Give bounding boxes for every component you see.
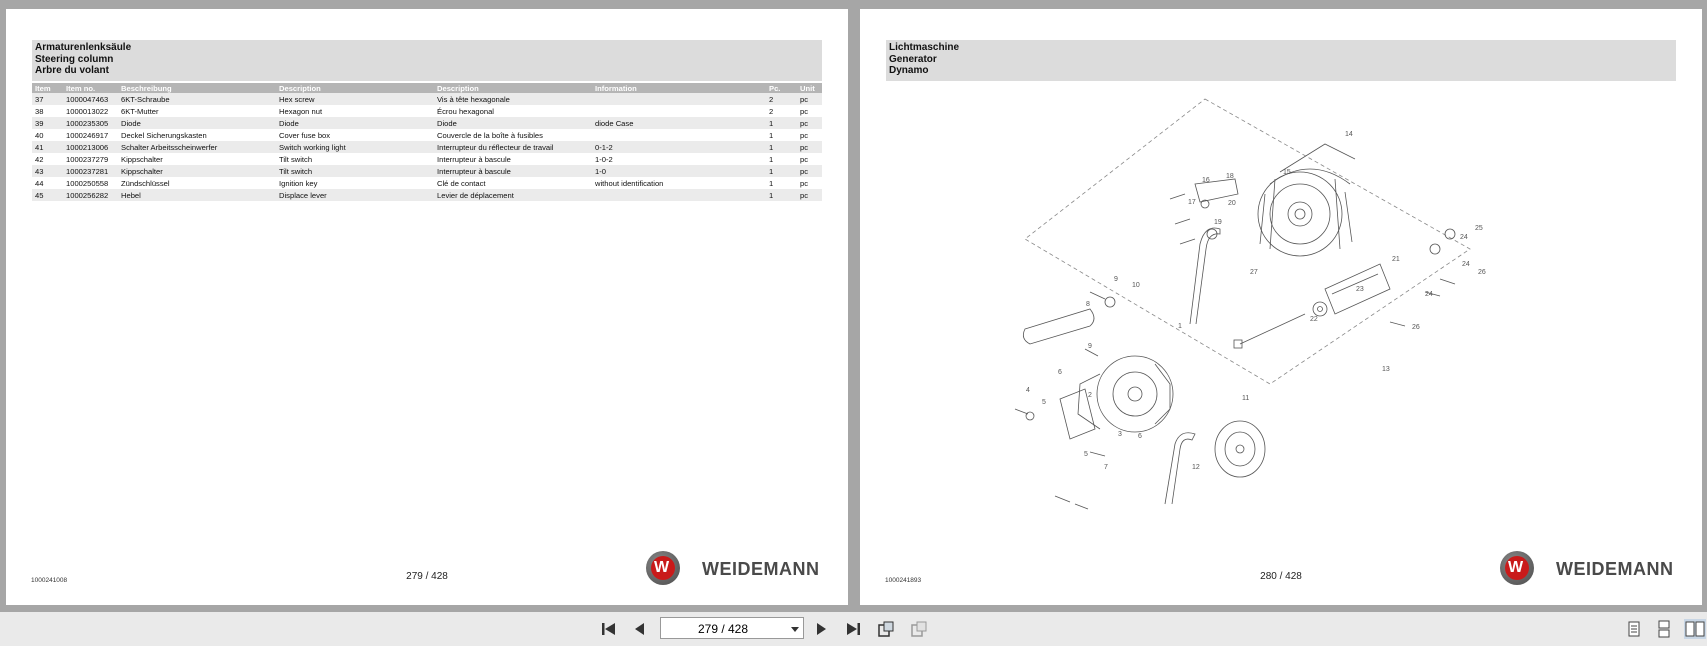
table-cell: Hebel <box>118 189 276 201</box>
part-callout: 11 <box>1242 395 1250 402</box>
table-cell: 1000237281 <box>63 165 118 177</box>
table-cell: pc <box>800 154 809 164</box>
table-cell <box>592 189 766 201</box>
table-cell: 43 <box>32 165 63 177</box>
page-number: 280 / 428 <box>1260 571 1302 582</box>
table-row <box>32 129 822 141</box>
table-cell: pc <box>800 130 809 140</box>
column-header: Pc. <box>766 83 797 93</box>
table-cell: pc <box>797 117 822 129</box>
table-cell: Schalter Arbeitsscheinwerfer <box>118 141 276 153</box>
document-number: 1000241893 <box>885 577 922 584</box>
part-callout: 6 <box>1138 433 1142 440</box>
part-callout: 27 <box>1250 269 1258 276</box>
table-cell: 6KT-Mutter <box>121 106 159 116</box>
table-cell: Zündschlüssel <box>121 178 170 188</box>
table-cell: Displace lever <box>276 189 434 201</box>
part-callout: 24 <box>1460 234 1468 241</box>
table-cell: 42 <box>35 154 44 164</box>
table-cell: 44 <box>35 178 44 188</box>
page-number-field[interactable] <box>660 617 804 639</box>
column-header: Beschreibung <box>118 83 276 93</box>
table-cell: without identification <box>595 178 664 188</box>
table-cell: Écrou hexagonal <box>437 106 494 116</box>
table-cell: 1 <box>766 117 797 129</box>
part-callout: 23 <box>1356 286 1364 293</box>
part-callout: 26 <box>1412 324 1420 331</box>
table-cell: 1000047463 <box>63 93 118 105</box>
part-callout: 21 <box>1392 256 1400 263</box>
table-cell: 1000256282 <box>63 189 118 201</box>
part-callout: 24 <box>1462 261 1470 268</box>
table-cell: 1 <box>769 178 774 188</box>
table-cell: 1-0 <box>592 165 766 177</box>
table-cell: Tilt switch <box>276 165 434 177</box>
section-title-de: Armaturenlenksäule <box>35 42 132 53</box>
part-callout: 25 <box>1475 225 1483 232</box>
part-callout: 26 <box>1478 269 1486 276</box>
table-cell: 1 <box>769 154 774 164</box>
table-cell: 1000237279 <box>66 154 109 164</box>
generator-bottom <box>1078 356 1173 432</box>
table-cell: 40 <box>35 130 44 140</box>
table-cell: 37 <box>32 93 63 105</box>
part-callout: 12 <box>1192 464 1200 471</box>
section-header <box>32 40 822 81</box>
viewer-toolbar <box>0 612 1707 646</box>
last-page-icon[interactable] <box>843 619 863 639</box>
part-callout: 19 <box>1214 219 1222 226</box>
weidemann-logo <box>1500 551 1680 587</box>
table-cell: 6KT-Schraube <box>118 93 276 105</box>
table-cell: 39 <box>32 117 63 129</box>
next-page-icon[interactable] <box>811 619 831 639</box>
part-callout: 20 <box>1228 200 1236 207</box>
table-cell: 1 <box>766 141 797 153</box>
brand-name: WEIDEMANN <box>702 559 820 579</box>
table-cell: Cover fuse box <box>279 130 331 140</box>
previous-page-icon[interactable] <box>630 619 650 639</box>
first-page-icon[interactable] <box>599 619 619 639</box>
table-cell <box>592 93 766 105</box>
part-callout: 9 <box>1088 343 1092 350</box>
part-callout: 22 <box>1310 316 1318 323</box>
part-callout: 18 <box>1226 173 1234 180</box>
parts-table <box>32 83 822 201</box>
part-callout: 17 <box>1188 199 1196 206</box>
generator-top <box>1258 144 1355 256</box>
section-title-en: Steering column <box>35 53 114 65</box>
table-cell: Hexagon nut <box>279 106 323 116</box>
part-callout: 8 <box>1086 301 1090 308</box>
table-cell: Kippschalter <box>118 165 276 177</box>
table-cell: 1000246917 <box>66 130 109 140</box>
table-cell: 1000213006 <box>63 141 118 153</box>
table-row <box>32 117 822 129</box>
table-cell: 1 <box>766 165 797 177</box>
table-cell: Interrupteur à bascule <box>434 165 592 177</box>
table-cell: Switch working light <box>276 141 434 153</box>
part-callout: 2 <box>1088 392 1092 399</box>
table-cell: pc <box>800 178 809 188</box>
table-cell: Kippschalter <box>121 154 163 164</box>
table-cell: 2 <box>769 106 774 116</box>
single-page-view-icon[interactable] <box>1624 619 1644 639</box>
table-cell: pc <box>797 141 822 153</box>
weidemann-logo-icon <box>1500 551 1534 585</box>
part-callout: 9 <box>1114 276 1118 283</box>
table-cell: Deckel Sicherungskasten <box>121 130 207 140</box>
table-cell: 1-0-2 <box>595 154 613 164</box>
column-header: Description <box>276 83 434 93</box>
table-cell: Couvercle de la boîte à fusibles <box>437 130 543 140</box>
table-cell: diode Case <box>592 117 766 129</box>
part-callout: 6 <box>1058 369 1062 376</box>
weidemann-logo <box>646 551 826 587</box>
section-title-en: Generator <box>889 53 937 65</box>
table-cell: pc <box>797 189 822 201</box>
table-cell: 1000250558 <box>66 178 109 188</box>
table-cell: Vis à tête hexagonale <box>434 93 592 105</box>
table-row <box>32 141 822 153</box>
column-header: Item no. <box>63 83 118 93</box>
document-number: 1000241008 <box>31 577 68 584</box>
column-header: Unit <box>797 83 822 93</box>
part-callout: 10 <box>1132 282 1140 289</box>
table-cell: Interrupteur à bascule <box>437 154 511 164</box>
section-title-de: Lichtmaschine <box>889 42 960 53</box>
table-row <box>32 177 822 189</box>
table-cell: Clé de contact <box>437 178 486 188</box>
table-row <box>32 105 822 117</box>
table-cell: 1000235305 <box>63 117 118 129</box>
table-cell: Interrupteur du réflecteur de travail <box>434 141 592 153</box>
column-header: Information <box>592 83 766 93</box>
chevron-down-icon[interactable] <box>791 627 799 632</box>
rotate-icon[interactable] <box>876 619 896 639</box>
table-cell: pc <box>797 93 822 105</box>
table-cell: Tilt switch <box>279 154 313 164</box>
table-cell: 2 <box>766 93 797 105</box>
table-cell: Diode <box>434 117 592 129</box>
two-page-view-icon[interactable] <box>1684 619 1706 639</box>
table-cell: 0-1-2 <box>592 141 766 153</box>
brand-name: WEIDEMANN <box>1556 559 1674 579</box>
table-row <box>32 165 822 177</box>
generator-exploded-diagram <box>980 84 1580 544</box>
part-callout: 5 <box>1042 399 1046 406</box>
table-cell <box>592 105 766 117</box>
table-cell: 41 <box>32 141 63 153</box>
table-cell: Ignition key <box>279 178 318 188</box>
table-cell: 38 <box>35 106 44 116</box>
table-row <box>32 93 822 105</box>
table-cell: Levier de déplacement <box>434 189 592 201</box>
part-callout: 7 <box>1104 464 1108 471</box>
part-callout: 13 <box>1382 366 1390 373</box>
right-page <box>860 9 1702 605</box>
part-callout: 14 <box>1345 131 1353 138</box>
table-cell: 1 <box>769 130 774 140</box>
column-header: Item <box>32 83 63 93</box>
section-title-fr: Dynamo <box>889 65 929 76</box>
table-cell: pc <box>797 165 822 177</box>
part-callout: 5 <box>1084 451 1088 458</box>
part-callout: 15 <box>1283 169 1291 176</box>
part-callout: 24 <box>1425 291 1433 298</box>
continuous-view-icon[interactable] <box>1654 619 1674 639</box>
left-page <box>6 9 848 605</box>
table-cell: Diode <box>118 117 276 129</box>
part-callout: 1 <box>1178 323 1182 330</box>
table-cell: pc <box>800 106 809 116</box>
page-number-value: 279 / 428 <box>697 622 749 636</box>
part-callout: 4 <box>1026 387 1030 394</box>
part-callout: 16 <box>1202 177 1210 184</box>
section-title-fr: Arbre du volant <box>35 65 109 76</box>
table-cell <box>592 129 766 141</box>
part-callout: 3 <box>1118 431 1122 438</box>
table-cell: 45 <box>32 189 63 201</box>
table-cell: 1 <box>766 189 797 201</box>
section-header <box>886 40 1676 81</box>
page-number: 279 / 428 <box>406 571 448 582</box>
weidemann-logo-icon <box>646 551 680 585</box>
column-header: Description <box>434 83 592 93</box>
table-row <box>32 153 822 165</box>
table-cell: Diode <box>276 117 434 129</box>
fit-icon[interactable] <box>909 619 929 639</box>
table-row <box>32 189 822 201</box>
table-cell: 1000013022 <box>66 106 109 116</box>
table-cell: Hex screw <box>276 93 434 105</box>
